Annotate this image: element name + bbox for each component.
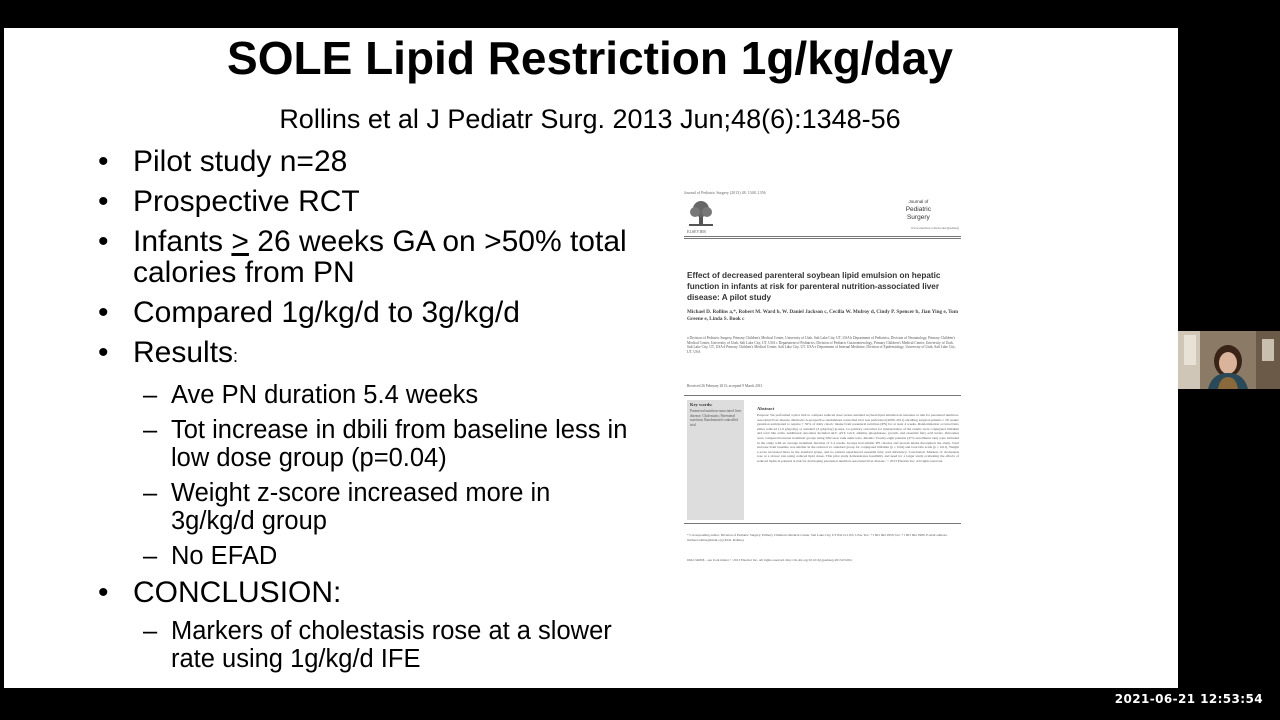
timestamp: 2021-06-21 12:53:54 — [1114, 692, 1263, 706]
sub-bullet-text: Tot increase in dbili from baseline less in low dose group (p=0.04) — [171, 416, 628, 472]
bullet-text: Compared 1g/kg/d to 3g/kg/d — [133, 296, 520, 329]
paper-received: Received 26 February 2013; accepted 9 March 2013 — [687, 384, 763, 388]
paper-header: Journal of Pediatric Surgery (2013) 48, 1348–1356 — [684, 190, 766, 195]
bullet-marker: • — [98, 225, 109, 258]
journal-name-line: Surgery — [906, 214, 930, 221]
sub-bullet-item — [98, 479, 638, 535]
bullet-text: Prospective RCT — [133, 185, 360, 218]
sub-bullet-text: Markers of cholestasis rose at a slower rate using 1g/kg/d IFE — [171, 617, 612, 673]
bullet-marker: • — [98, 336, 109, 369]
sub-bullet-item — [98, 381, 638, 409]
paper-affiliations: a Division of Pediatric Surgery, Primary Children's Medical Center, University of Utah, Salt Lake City, UT, USA b Department of Pediatrics, Division of Neonatology, Primary Children's Medical Center, University of Utah, Salt Lake City, UT, USA c Department of Pediatrics, Division of Pediatric Gastroenterology, Primary Children's Medical Center, University of Utah, Salt Lake City, UT, USA d Primary Children's Medical Center, Salt Lake City, UT, USA e Department of Internal Medicine, Division of Epidemiology, University of Utah, Salt Lake City, UT, USA — [687, 336, 956, 355]
divider — [684, 523, 961, 524]
bullet-item — [98, 146, 638, 177]
bullet-item — [98, 337, 638, 372]
bullet-item — [98, 226, 638, 288]
bullet-text: Pilot study n=28 — [133, 145, 348, 178]
bullet-marker: • — [98, 145, 109, 178]
paper-screenshot — [684, 190, 961, 570]
bullet-item — [98, 297, 638, 328]
bullet-text-part: Infants — [133, 225, 232, 258]
sub-bullet-text: No EFAD — [171, 542, 278, 570]
slide-title: SOLE Lipid Restriction 1g/kg/day — [227, 32, 953, 84]
dash-marker: – — [143, 617, 158, 645]
bullet-marker: • — [98, 576, 109, 609]
abstract-title: Abstract — [757, 406, 775, 411]
elsevier-tree-logo-icon — [687, 199, 715, 227]
bullet-item — [98, 186, 638, 217]
sub-bullet-item — [98, 416, 638, 472]
bullet-text — [133, 225, 627, 289]
divider — [684, 238, 961, 239]
keywords-box — [687, 400, 744, 520]
bullet-colon: : — [233, 346, 239, 366]
dash-marker: – — [143, 479, 158, 507]
divider — [684, 395, 961, 396]
slide-subtitle: Rollins et al J Pediatr Surg. 2013 Jun;48(6):1348-56 — [279, 104, 901, 134]
sub-bullet-item — [98, 617, 638, 673]
bullet-item — [98, 577, 638, 608]
sub-bullet-text: Ave PN duration 5.4 weeks — [171, 381, 479, 409]
bullet-text: CONCLUSION: — [133, 576, 342, 609]
paper-title: Effect of decreased parenteral soybean lipid emulsion on hepatic function in infants at risk for parenteral nutrition-associated liver disease: A pilot study — [687, 271, 941, 302]
sub-bullet-text: Weight z-score increased more in 3g/kg/d group — [171, 479, 551, 535]
paper-authors: Michael D. Rollins a,*, Robert M. Ward b, W. Daniel Jackson c, Cecilia W. Mulroy d, Cindy P. Spencer b, Jian Ying e, Tom Greene e, Linda S. Book c — [687, 309, 959, 322]
paper-footer: 0022-3468/$ – see front matter © 2013 Elsevier Inc. All rights reserved. http://dx.doi.org/10.1016/j.jpedsurg.2013.03.004 — [687, 558, 852, 562]
webcam-image-icon — [1178, 331, 1280, 389]
bullet-marker: • — [98, 296, 109, 329]
dash-marker: – — [143, 416, 158, 444]
journal-name — [906, 198, 931, 222]
bullet-text-part: 26 weeks GA on >50% total calories from PN — [133, 225, 627, 289]
dash-marker: – — [143, 542, 158, 570]
journal-box — [862, 193, 959, 233]
sub-bullet-item — [98, 542, 638, 570]
keywords-text: Parenteral nutrition-associated liver disease; Cholestasis; Parenteral nutrition; Randomized controlled trial — [690, 409, 742, 427]
greater-equal-symbol: > — [231, 225, 249, 258]
bullet-marker: • — [98, 185, 109, 218]
keywords-title: Key words: — [690, 402, 713, 407]
journal-name-line: Pediatric — [905, 206, 931, 213]
paper-footnote: * Corresponding author. Division of Pediatric Surgery, Primary Children's Medical Center, Salt Lake City, UT 84113-1103, USA. Tel.: +1 801 662 2950; fax: +1 801 662 2980. E-mail address: michael.rollins@imail.org (M.D. Rollins). — [687, 533, 948, 542]
abstract-text: Purpose: We performed a pilot trial to compare reduced dose versus standard soybean lipid emulsion in neonates at risk for parenteral nutrition-associated liver disease. Methods: A prospective randomized controlled trial was performed (2009–2011) enrolling surgical patients ≥ 26 weeks' gestation anticipated to require > 50% of daily caloric intake from parenteral nutrition (PN) for at least 4 weeks. Randomization occurred into either reduced (1.0 g/kg/day) or standard (3 g/kg/day) groups. Co-primary outcomes for interpretation of the results were conjugated bilirubin and total bile acids. Additional outcomes included ALT, AST, GGT, alkaline phosphatase, growth, and essential fatty acid levels. Outcomes were compared between treatment groups using Wilcoxon rank sums tests. Results: Twenty-eight patients (47% enrollment rate) were included in the study with an average treatment duration of 5.4 weeks. Groups had similar PN calories and protein intake throughout the study. Total increase from baseline was smaller in the reduced vs. standard group for conjugated bilirubin (p = 0.04) and total bile acids (p = 0.01). Weight z-score increased more in the standard group, and no patient experienced essential fatty acid deficiency. Conclusion: Markers of cholestasis rose at a slower rate using reduced lipid doses. This pilot study demonstrates feasibility and need for a larger study evaluating the effects of reduced lipids in patients at risk for developing parenteral nutrition-associated liver disease. © 2013 Elsevier Inc. All rights reserved. — [757, 413, 959, 463]
dash-marker: – — [143, 381, 158, 409]
journal-name-line: Journal of — [908, 199, 929, 204]
webcam-video-feed — [1178, 331, 1280, 389]
bullet-list — [98, 146, 638, 680]
publisher-name: ELSEVIER — [687, 229, 706, 234]
journal-url: www.elsevier.com/locate/jpedsurg — [910, 226, 959, 230]
bullet-text: Results — [133, 336, 234, 369]
divider — [684, 236, 961, 237]
